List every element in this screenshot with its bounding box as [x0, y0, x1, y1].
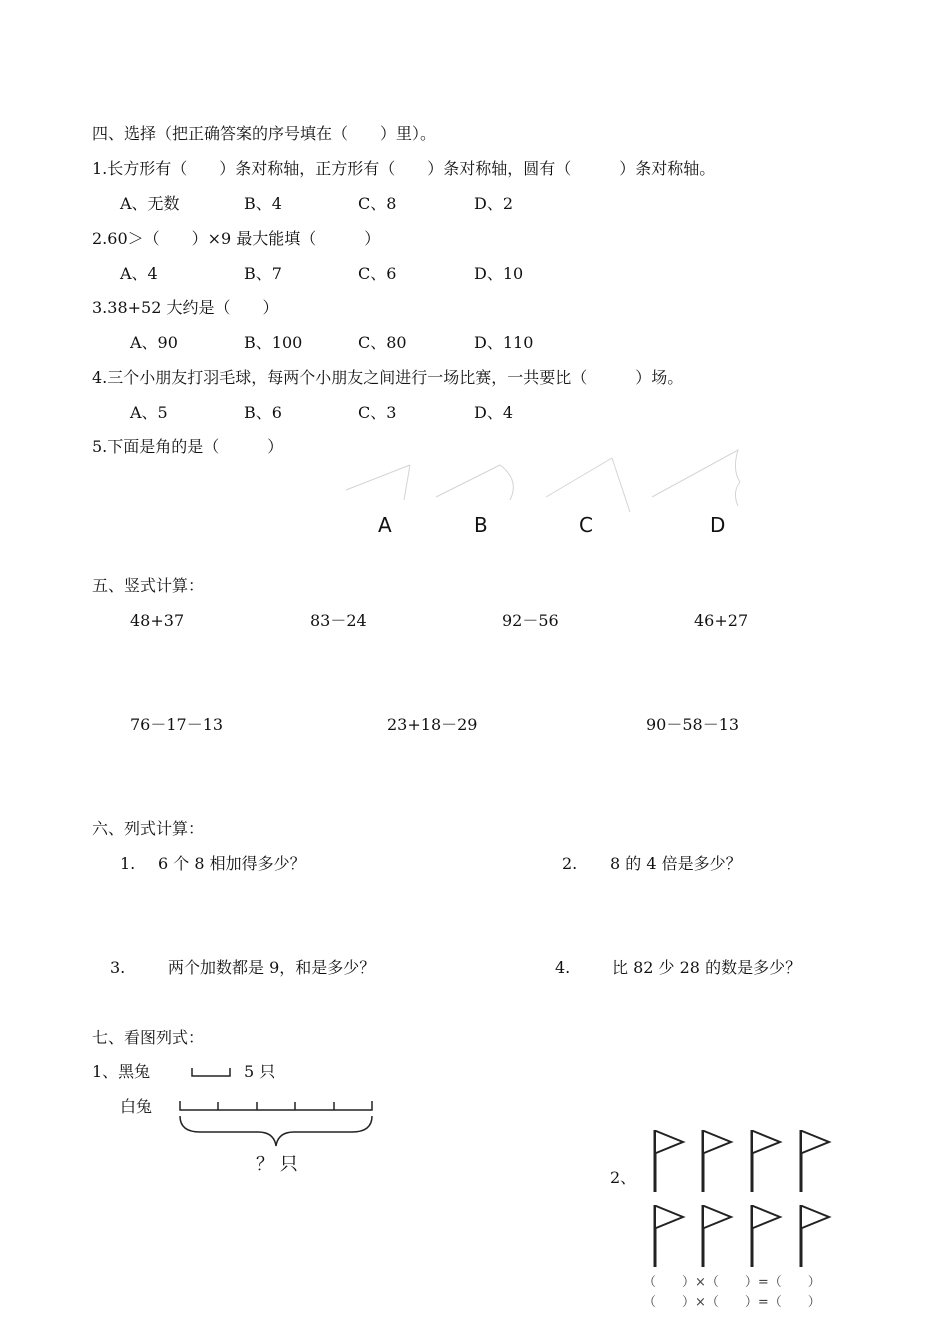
q2-option-d: D、10: [474, 264, 524, 283]
flag-icon: [655, 1205, 683, 1267]
q4-text: 4.三个小朋友打羽毛球，每两个小朋友之间进行一场比赛，一共要比（ ）场。: [92, 368, 684, 387]
question-label: ？ 只: [256, 1154, 298, 1175]
calc-2: 83－24: [310, 611, 367, 630]
calc-4: 46+27: [694, 611, 749, 630]
figure-label-b: B: [474, 513, 488, 537]
q1-option-b: B、4: [244, 194, 282, 213]
section5-title: 五、竖式计算：: [92, 576, 205, 595]
q4-option-a: A、5: [130, 403, 168, 422]
q4-option-b: B、6: [244, 403, 282, 422]
calc-7: 90－58－13: [646, 715, 740, 734]
flag-icon: [703, 1130, 731, 1192]
q3-option-b: B、100: [244, 333, 303, 352]
flag-icon: [801, 1205, 829, 1267]
q3-option-c: C、80: [358, 333, 407, 352]
q2-option-a: A、4: [120, 264, 158, 283]
black-rabbit-label: 1、黑兔: [92, 1062, 151, 1081]
flag-icon: [655, 1130, 683, 1192]
q3-option-d: D、110: [474, 333, 534, 352]
q2-option-b: B、7: [244, 264, 282, 283]
q1-text: 1.长方形有（ ）条对称轴，正方形有（ ）条对称轴，圆有（ ）条对称轴。: [92, 159, 716, 178]
q1-option-d: D、2: [474, 194, 514, 213]
section4-title: 四、选择（把正确答案的序号填在（ ）里）。: [92, 124, 437, 143]
flag-icon: [703, 1205, 731, 1267]
word-problem-2-num: 2.: [562, 854, 578, 873]
q2-option-c: C、6: [358, 264, 397, 283]
flag-icon: [752, 1130, 780, 1192]
figure-label-a: A: [378, 513, 392, 537]
calc-3: 92－56: [502, 611, 559, 630]
calc-1: 48+37: [130, 611, 185, 630]
q4-option-c: C、3: [358, 403, 397, 422]
q3-option-a: A、90: [130, 333, 178, 352]
q2-text: 2.60＞（ ）×9 最大能填（ ）: [92, 229, 381, 248]
flag-icon: [801, 1130, 829, 1192]
figure-label-c: C: [579, 513, 593, 537]
section7-title: 七、看图列式：: [92, 1028, 205, 1047]
word-problem-4: 比 82 少 28 的数是多少？: [612, 958, 802, 977]
word-problem-3-num: 3.: [110, 958, 126, 977]
q5-text: 5.下面是角的是（ ）: [92, 437, 284, 456]
word-problem-3: 两个加数都是 9，和是多少？: [168, 958, 376, 977]
calc-5: 76－17－13: [130, 715, 224, 734]
black-rabbit-count: 5 只: [244, 1062, 276, 1081]
word-problem-1-num: 1.: [120, 854, 136, 873]
word-problem-1: 6 个 8 相加得多少？: [158, 854, 306, 873]
flag-equation-1: （ ）×（ ）=（ ）: [643, 1275, 821, 1290]
figure-label-d: D: [710, 513, 726, 537]
flag-icon: [752, 1205, 780, 1267]
word-problem-4-num: 4.: [555, 958, 571, 977]
q4-option-d: D、4: [474, 403, 514, 422]
q3-text: 3.38+52 大约是（ ）: [92, 298, 279, 317]
calc-6: 23+18－29: [387, 715, 478, 734]
word-problem-2: 8 的 4 倍是多少？: [610, 854, 742, 873]
white-rabbit-label: 白兔: [120, 1097, 153, 1116]
flag-equation-2: （ ）×（ ）=（ ）: [643, 1295, 821, 1310]
q1-option-c: C、8: [358, 194, 397, 213]
flag-problem-label: 2、: [610, 1168, 637, 1187]
q1-option-a: A、无数: [120, 194, 180, 213]
section6-title: 六、列式计算：: [92, 819, 205, 838]
